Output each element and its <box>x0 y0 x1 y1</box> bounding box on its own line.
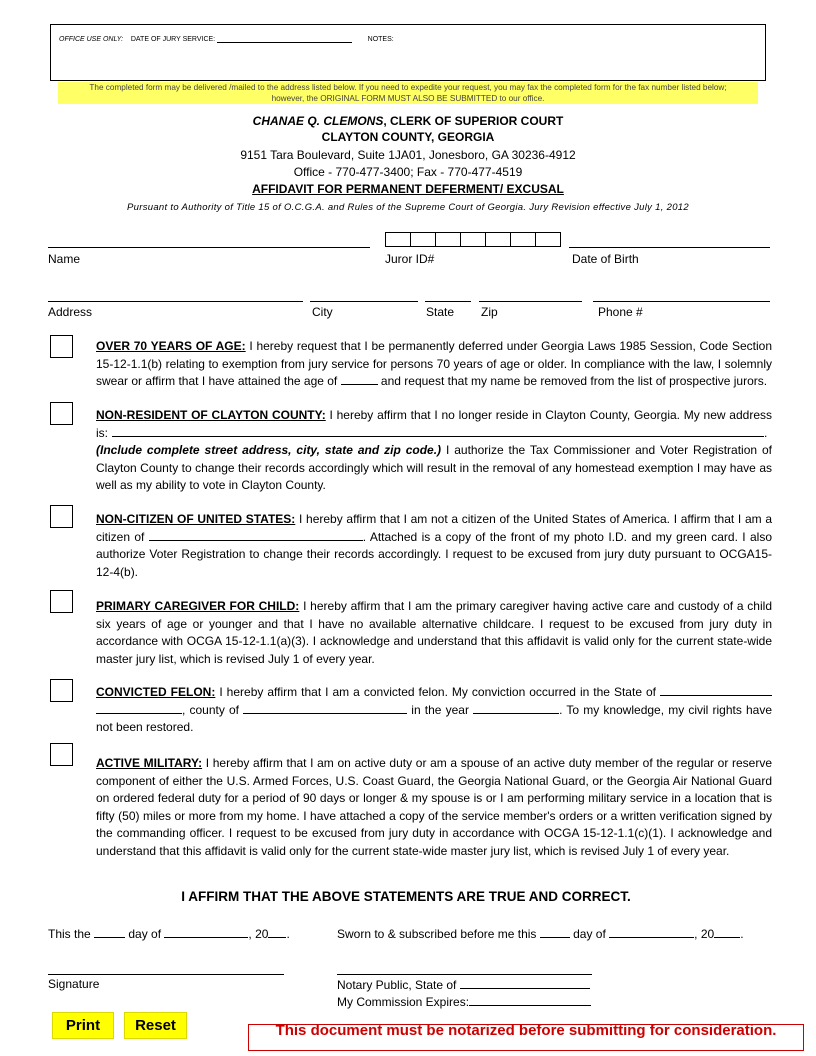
jury-service-date-field[interactable] <box>217 42 352 43</box>
notary-month-field[interactable] <box>609 926 694 938</box>
dob-field[interactable] <box>569 247 770 248</box>
dob-label: Date of Birth <box>572 252 639 266</box>
phone-label: Phone # <box>598 305 643 319</box>
noncitizen-heading: NON-CITIZEN OF UNITED STATES: <box>96 512 296 526</box>
clerk-title: , CLERK OF SUPERIOR COURT <box>383 114 564 128</box>
date-line-right: Sworn to & subscribed before me this day of , 20 . <box>337 927 744 941</box>
notary-signature-field[interactable] <box>337 974 592 975</box>
age-field[interactable] <box>341 373 378 385</box>
address-label: Address <box>48 305 93 319</box>
notice-line-2: however, the ORIGINAL FORM MUST ALSO BE SUBMITTED to our office. <box>271 94 545 103</box>
military-checkbox[interactable] <box>50 743 73 766</box>
name-label: Name <box>48 252 81 266</box>
notice-line-1: The completed form may be delivered /mailed to the address listed below. If you need to expedite your request, you may fax the completed form for the fax number listed below; <box>89 83 727 92</box>
commission-line: My Commission Expires: <box>337 994 591 1009</box>
new-address-field[interactable] <box>112 425 764 437</box>
city-field[interactable] <box>310 301 418 302</box>
caregiver-checkbox[interactable] <box>50 590 73 613</box>
notarize-warning: This document must be notarized before submitting for consideration. <box>275 1024 777 1039</box>
affirmation-statement: I AFFIRM THAT THE ABOVE STATEMENTS ARE TRUE AND CORRECT. <box>181 889 631 904</box>
year-field[interactable] <box>268 926 286 938</box>
zip-field[interactable] <box>479 301 582 302</box>
nonresident-heading: NON-RESIDENT OF CLAYTON COUNTY: <box>96 408 326 422</box>
office-use-box <box>50 24 766 81</box>
military-section: ACTIVE MILITARY: I hereby affirm that I am on active duty or am a spouse of an active duty member of the regular or reserve component of either the U.S. Armed Forces, U.S. Coast Guard, the Georgia National Guard, or the Georgia Air National Guard on ordered federal duty for a period of 90 days or longer & my spouse is or I am performing military service in a location that is fifty (50) miles or more from my home. I have attached a copy of the service member's orders or a written verification signed by the commanding officer. I request to be excused from jury duty in accordance with OCGA 15-12-1.1(c)(1). I acknowledge and understand that this affidavit is valid only for the current state-wide master jury list, which is revised July 1 of every year. <box>96 756 772 858</box>
over70-heading: OVER 70 YEARS OF AGE: <box>96 339 246 353</box>
phone-field[interactable] <box>593 301 770 302</box>
juror-id-field[interactable] <box>385 232 561 247</box>
notes-label: NOTES: <box>367 36 394 43</box>
noncitizen-checkbox[interactable] <box>50 505 73 528</box>
office-use-label: OFFICE USE ONLY: <box>59 36 124 43</box>
jury-service-date-label: DATE OF JURY SERVICE: <box>130 36 216 43</box>
conviction-county-field[interactable] <box>243 702 407 714</box>
date-line-left: This the day of , 20 . <box>48 927 290 941</box>
form-title: AFFIDAVIT FOR PERMANENT DEFERMENT/ EXCUSAL <box>252 182 564 196</box>
city-label: City <box>312 305 333 319</box>
over70-checkbox[interactable] <box>50 335 73 358</box>
signature-field[interactable] <box>48 974 284 975</box>
court-phone-fax: Office - 770-477-3400; Fax - 770-477-4519 <box>293 165 523 179</box>
day-field[interactable] <box>94 926 125 938</box>
state-label: State <box>426 305 455 319</box>
noncitizen-section: NON-CITIZEN OF UNITED STATES: I hereby affirm that I am not a citizen of the United States of America. I affirm that I am a citizen of . Attached is a copy of the front of my photo I.D. and my green card. I also authorize Voter Registration to change their records accordingly. I request to be excused from jury duty pursuant to OCGA15-12-4(b). <box>96 512 772 579</box>
felon-checkbox[interactable] <box>50 679 73 702</box>
conviction-state-field-2[interactable] <box>96 702 182 714</box>
court-address: 9151 Tara Boulevard, Suite 1JA01, Jonesboro, GA 30236-4912 <box>240 148 576 162</box>
caregiver-heading: PRIMARY CAREGIVER FOR CHILD: <box>96 599 300 613</box>
nonresident-checkbox[interactable] <box>50 402 73 425</box>
nonresident-section: NON-RESIDENT OF CLAYTON COUNTY: I hereby affirm that I no longer reside in Clayton County, Georgia. My new address is: . (Include complete street address, city, state and zip code.) I authorize the Tax Commissioner and Voter Registration of Clayton County to change their records accordingly which will result in the removal of any homestead exemption I may have as well as my ability to vote in Clayton County. <box>96 408 772 492</box>
delivery-notice <box>58 82 758 104</box>
notary-day-field[interactable] <box>540 926 570 938</box>
notarize-warning-box <box>248 1024 804 1051</box>
office-use-line <box>59 36 394 43</box>
print-button[interactable]: Print <box>52 1012 114 1039</box>
caregiver-section: PRIMARY CAREGIVER FOR CHILD: I hereby affirm that I am the primary caregiver having active care and custody of a child six years of age or younger and that I have no available alternative childcare. I request to be excused from jury duty in accordance with OCGA 15-12-1.1(a)(3). I acknowledge and understand that this affidavit is valid only for the current state-wide master jury list, which is revised July 1 of every year. <box>96 599 772 666</box>
zip-label: Zip <box>481 305 498 319</box>
name-field[interactable] <box>48 247 370 248</box>
notary-state-field[interactable] <box>460 977 590 989</box>
over70-section: OVER 70 YEARS OF AGE: I hereby request that I be permanently deferred under Georgia Laws 1985 Session, Code Section 15-12-1.1(b) relating to exemption from jury service for persons 70 years of age or older. In compliance with the law, I solemnly swear or affirm that I have attained the age of and request that my name be removed from the list of prospective jurors. <box>96 339 772 388</box>
clerk-name: CHANAE Q. CLEMONS <box>252 114 384 128</box>
military-heading: ACTIVE MILITARY: <box>96 756 203 770</box>
citizenship-field[interactable] <box>149 529 363 541</box>
reset-button[interactable]: Reset <box>124 1012 187 1039</box>
conviction-state-field[interactable] <box>660 684 772 696</box>
felon-section: CONVICTED FELON: I hereby affirm that I am a convicted felon. My conviction occurred in the State of , county of in the year . To my knowledge, my civil rights have not been restored. <box>96 685 772 734</box>
authority-line: Pursuant to Authority of Title 15 of O.C.G.A. and Rules of the Supreme Court of Georgia. Jury Revision effective July 1, 2012 <box>127 202 689 213</box>
address-field[interactable] <box>48 301 303 302</box>
juror-id-label: Juror ID# <box>385 252 435 266</box>
felon-heading: CONVICTED FELON: <box>96 685 216 699</box>
signature-label: Signature <box>48 977 100 991</box>
month-field[interactable] <box>164 926 248 938</box>
notary-year-field[interactable] <box>714 926 740 938</box>
clerk-heading <box>0 113 816 129</box>
state-field[interactable] <box>425 301 471 302</box>
notary-state-line: Notary Public, State of <box>337 977 590 992</box>
conviction-year-field[interactable] <box>473 702 559 714</box>
commission-expires-field[interactable] <box>469 994 591 1006</box>
county-heading: CLAYTON COUNTY, GEORGIA <box>321 130 495 144</box>
